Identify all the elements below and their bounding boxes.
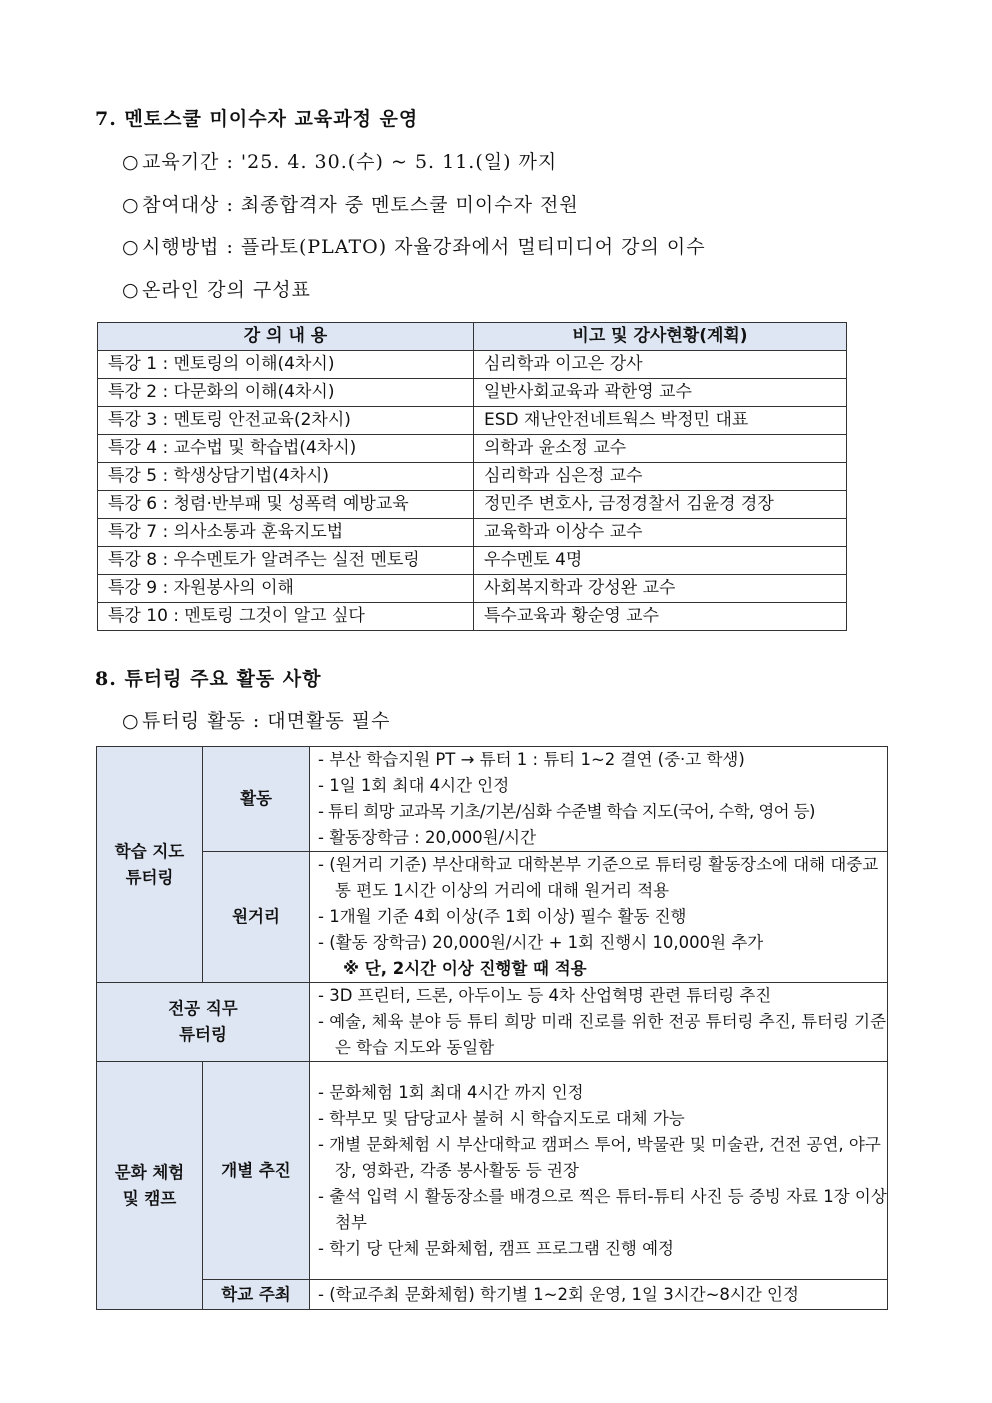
lecture-cell: 특강 2 : 다문화의 이해(4차시) bbox=[98, 379, 474, 407]
table-row bbox=[98, 603, 847, 631]
bullet-method: ○ 시행방법 : 플라토(PLATO) 자율강좌에서 멀티미디어 강의 이수 bbox=[122, 236, 706, 258]
lecture-cell: 특강 1 : 멘토링의 이해(4차시) bbox=[98, 351, 474, 379]
tutoring-table bbox=[96, 746, 888, 1310]
content-line: - (원거리 기준) 부산대학교 대학본부 기준으로 튜터링 활동장소에 대해 대중교통 편도 1시간 이상의 거리에 대해 원거리 적용 bbox=[318, 855, 879, 900]
lecture-table bbox=[97, 322, 847, 631]
bullet-text: 온라인 강의 구성표 bbox=[142, 279, 311, 301]
content-line: - 활동장학금 : 20,000원/시간 bbox=[318, 828, 537, 847]
content-line: - (활동 장학금) 20,000원/시간 + 1회 진행시 10,000원 추가 bbox=[318, 933, 764, 952]
bullet-tutoring: ○ 튜터링 활동 : 대면활동 필수 bbox=[122, 710, 391, 732]
table-row bbox=[98, 575, 847, 603]
subcategory-activity: 활동 bbox=[203, 747, 310, 852]
table-row bbox=[98, 463, 847, 491]
content-line: - 예술, 체육 분야 등 튜티 희망 미래 진로를 위한 전공 튜터링 추진, 튜터링 기준은 학습 지도와 동일함 bbox=[318, 1012, 887, 1057]
bullet-text: 참여대상 : 최종합격자 중 멘토스쿨 미이수자 전원 bbox=[142, 194, 579, 216]
section-7-title: 7. 멘토스쿨 미이수자 교육과정 운영 bbox=[95, 108, 419, 130]
distance-note: ※ 단, 2시간 이상 진행할 때 적용 bbox=[343, 959, 587, 978]
lecture-cell: 특강 10 : 멘토링 그것이 알고 싶다 bbox=[98, 603, 474, 631]
table-row bbox=[98, 519, 847, 547]
content-line: - 튜티 희망 교과목 기초/기본/심화 수준별 학습 지도(국어, 수학, 영어 등) bbox=[318, 802, 815, 821]
content-line: - 1일 1회 최대 4시간 인정 bbox=[318, 776, 510, 795]
category-culture: 문화 체험 및 캠프 bbox=[97, 1062, 203, 1310]
table-row bbox=[97, 1062, 888, 1280]
content-line: - 학기 당 단체 문화체험, 캠프 프로그램 진행 예정 bbox=[318, 1238, 674, 1258]
instructor-cell: 심리학과 이고은 강사 bbox=[474, 351, 847, 379]
section-8-title: 8. 튜터링 주요 활동 사항 bbox=[95, 668, 322, 690]
table-row bbox=[97, 983, 888, 1062]
major-content bbox=[310, 983, 888, 1062]
distance-content bbox=[310, 852, 888, 983]
header-lecture: 강 의 내 용 bbox=[98, 323, 474, 351]
school-content bbox=[310, 1280, 888, 1310]
instructor-cell: 일반사회교육과 곽한영 교수 bbox=[474, 379, 847, 407]
instructor-cell: 심리학과 심은정 교수 bbox=[474, 463, 847, 491]
bullet-period: ○ 교육기간 : '25. 4. 30.(수) ~ 5. 11.(일) 까지 bbox=[122, 151, 558, 173]
instructor-cell: 의학과 윤소정 교수 bbox=[474, 435, 847, 463]
bullet-text: 시행방법 : 플라토(PLATO) 자율강좌에서 멀티미디어 강의 이수 bbox=[142, 236, 706, 258]
lecture-cell: 특강 7 : 의사소통과 훈육지도법 bbox=[98, 519, 474, 547]
header-instructor: 비고 및 강사현황(계획) bbox=[474, 323, 847, 351]
instructor-cell: ESD 재난안전네트웍스 박정민 대표 bbox=[474, 407, 847, 435]
activity-content bbox=[310, 747, 888, 852]
content-line: - 1개월 기준 4회 이상(주 1회 이상) 필수 활동 진행 bbox=[318, 907, 687, 926]
instructor-cell: 정민주 변호사, 금정경찰서 김윤경 경장 bbox=[474, 491, 847, 519]
table-row bbox=[97, 852, 888, 983]
instructor-cell: 교육학과 이상수 교수 bbox=[474, 519, 847, 547]
bullet-text: 튜터링 활동 : 대면활동 필수 bbox=[142, 710, 391, 732]
table-row bbox=[98, 351, 847, 379]
content-line: - 출석 입력 시 활동장소를 배경으로 찍은 튜터-튜티 사진 등 증빙 자료 1장 이상 첨부 bbox=[318, 1186, 887, 1232]
subcategory-school: 학교 주최 bbox=[203, 1280, 310, 1310]
instructor-cell: 우수멘토 4명 bbox=[474, 547, 847, 575]
lecture-cell: 특강 3 : 멘토링 안전교육(2차시) bbox=[98, 407, 474, 435]
content-line: - 3D 프린터, 드론, 아두이노 등 4차 산업혁명 관련 튜터링 추진 bbox=[318, 986, 772, 1005]
table-row bbox=[98, 491, 847, 519]
instructor-cell: 사회복지학과 강성완 교수 bbox=[474, 575, 847, 603]
individual-content bbox=[310, 1062, 888, 1280]
lecture-cell: 특강 5 : 학생상담기법(4차시) bbox=[98, 463, 474, 491]
content-line: - 문화체험 1회 최대 4시간 까지 인정 bbox=[318, 1082, 584, 1102]
table-header-row bbox=[98, 323, 847, 351]
instructor-cell: 특수교육과 황순영 교수 bbox=[474, 603, 847, 631]
table-row bbox=[98, 379, 847, 407]
table-row bbox=[97, 1280, 888, 1310]
content-line: - (학교주최 문화체험) 학기별 1~2회 운영, 1일 3시간~8시간 인정 bbox=[318, 1284, 799, 1304]
bullet-target: ○ 참여대상 : 최종합격자 중 멘토스쿨 미이수자 전원 bbox=[122, 194, 579, 216]
content-line: - 개별 문화체험 시 부산대학교 캠퍼스 투어, 박물관 및 미술관, 건전 공연, 야구장, 영화관, 각종 봉사활동 등 권장 bbox=[318, 1134, 881, 1180]
lecture-cell: 특강 4 : 교수법 및 학습법(4차시) bbox=[98, 435, 474, 463]
bullet-text: 교육기간 : '25. 4. 30.(수) ~ 5. 11.(일) 까지 bbox=[142, 151, 558, 173]
lecture-cell: 특강 8 : 우수멘토가 알려주는 실전 멘토링 bbox=[98, 547, 474, 575]
category-major: 전공 직무 튜터링 bbox=[97, 983, 310, 1062]
lecture-cell: 특강 9 : 자원봉사의 이해 bbox=[98, 575, 474, 603]
category-learning: 학습 지도 튜터링 bbox=[97, 747, 203, 983]
table-row bbox=[98, 435, 847, 463]
table-row bbox=[98, 547, 847, 575]
lecture-cell: 특강 6 : 청렴·반부패 및 성폭력 예방교육 bbox=[98, 491, 474, 519]
subcategory-distance: 원거리 bbox=[203, 852, 310, 983]
content-line: - 학부모 및 담당교사 불허 시 학습지도로 대체 가능 bbox=[318, 1108, 685, 1128]
table-row bbox=[98, 407, 847, 435]
subcategory-individual: 개별 추진 bbox=[203, 1062, 310, 1280]
content-line: - 부산 학습지원 PT → 튜터 1 : 튜티 1~2 결연 (중·고 학생) bbox=[318, 750, 745, 769]
table-row bbox=[97, 747, 888, 852]
bullet-table-caption: ○ 온라인 강의 구성표 bbox=[122, 279, 311, 301]
